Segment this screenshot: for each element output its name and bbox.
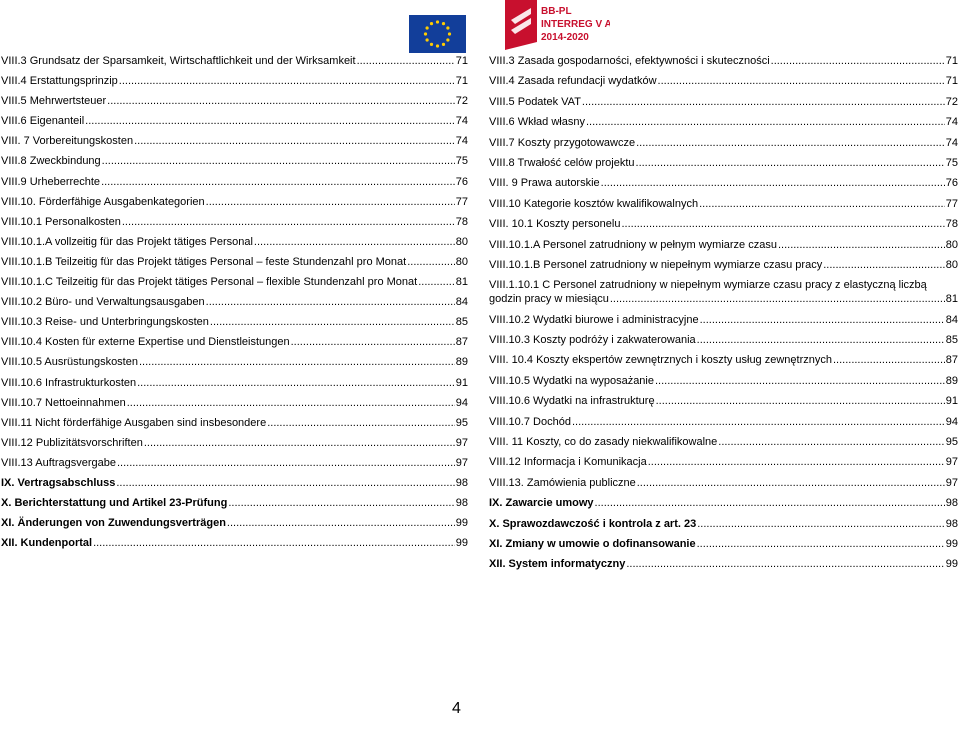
toc-entry-label: VIII.10 Kategorie kosztów kwalifikowalnych (489, 197, 699, 210)
toc-entry-label: IX. Zawarcie umowy (489, 497, 594, 510)
dot-leader (139, 355, 455, 369)
toc-entry-label: VIII.10.3 Koszty podróży i zakwaterowania (489, 334, 696, 347)
toc-entry-label: VIII. 10.1 Koszty personelu (489, 218, 621, 231)
toc-entry-page: 81 (455, 276, 468, 289)
toc-entry[interactable] (1, 355, 468, 369)
dot-leader (697, 537, 945, 551)
toc-entry[interactable] (489, 455, 958, 469)
eu-star-icon (436, 20, 439, 23)
dot-leader (210, 315, 455, 329)
dot-leader (636, 156, 945, 170)
toc-entry[interactable] (489, 496, 958, 510)
dot-leader (134, 134, 455, 148)
toc-entry-label: IX. Vertragsabschluss (1, 476, 116, 489)
toc-entry[interactable] (489, 353, 958, 367)
toc-entry[interactable] (1, 235, 468, 249)
dot-leader (107, 94, 455, 108)
toc-entry[interactable] (489, 415, 958, 429)
toc-entry[interactable] (1, 215, 468, 229)
dot-leader (610, 292, 945, 306)
toc-entry-label-cont: godzin pracy w miesiącu (489, 293, 609, 306)
toc-entry-page: 87 (945, 354, 958, 367)
eu-stars-icon (409, 15, 466, 53)
toc-entry[interactable] (489, 374, 958, 388)
toc-entry[interactable] (489, 74, 958, 88)
toc-entry-page: 71 (455, 75, 468, 88)
toc-entry[interactable] (489, 278, 958, 306)
dot-leader (116, 476, 454, 490)
toc-entry-page: 98 (455, 476, 468, 489)
toc-polish (489, 54, 958, 578)
toc-entry[interactable] (1, 74, 468, 88)
dot-leader (144, 436, 455, 450)
toc-entry-page: 87 (455, 336, 468, 349)
toc-entry[interactable] (489, 394, 958, 408)
toc-entry-page: 98 (945, 497, 958, 510)
dot-leader (697, 517, 945, 531)
toc-entry[interactable] (489, 176, 958, 190)
toc-entry-label: VIII.12 Informacja i Komunikacja (489, 456, 647, 469)
eu-star-icon (426, 26, 429, 29)
toc-entry[interactable] (489, 54, 958, 68)
toc-entry-label: VIII.1.10.1 C Personel zatrudniony w niepełnym wymiarze czasu pracy z elastyczną liczbą (489, 279, 927, 292)
toc-entry-page: 98 (455, 497, 468, 510)
toc-entry[interactable] (489, 517, 958, 531)
toc-entry[interactable] (1, 315, 468, 329)
toc-entry[interactable] (489, 238, 958, 252)
dot-leader (601, 176, 945, 190)
toc-entry[interactable] (1, 255, 468, 269)
toc-entry-label: VIII.4 Zasada refundacji wydatków (489, 75, 657, 88)
toc-entry-page: 77 (455, 195, 468, 208)
toc-entry-label: VIII.10.1 Personalkosten (1, 215, 121, 228)
eu-star-icon (426, 38, 429, 41)
toc-entry[interactable] (1, 195, 468, 209)
toc-entry-label: VIII.12 Publizitätsvorschriften (1, 436, 143, 449)
toc-entry-page: 85 (945, 334, 958, 347)
toc-entry-page: 89 (455, 356, 468, 369)
toc-entry-page: 95 (945, 436, 958, 449)
toc-entry-label: VIII. 9 Prawa autorskie (489, 177, 600, 190)
toc-entry-page: 91 (455, 376, 468, 389)
toc-entry-page: 85 (455, 316, 468, 329)
toc-entry-label: VIII.10.5 Wydatki na wyposażanie (489, 374, 654, 387)
toc-entry-page: 89 (945, 374, 958, 387)
toc-entry-page: 74 (945, 116, 958, 129)
toc-entry-label: VIII.10.4 Kosten für externe Expertise und Dienstleistungen (1, 336, 290, 349)
toc-entry-page: 80 (455, 235, 468, 248)
toc-entry-page: 74 (455, 135, 468, 148)
logo-line3: 2014-2020 (541, 32, 589, 43)
toc-entry[interactable] (489, 197, 958, 211)
toc-entry-page: 97 (945, 476, 958, 489)
page-number: 4 (452, 700, 461, 717)
toc-entry-page: 76 (455, 175, 468, 188)
toc-entry-label: VIII.10.6 Infrastrukturkosten (1, 376, 137, 389)
toc-entry-label: VIII.4 Erstattungsprinzip (1, 75, 118, 88)
toc-entry-page: 78 (945, 218, 958, 231)
eu-star-icon (436, 44, 439, 47)
toc-entry-page: 98 (945, 517, 958, 530)
toc-entry-page: 97 (455, 456, 468, 469)
toc-entry-label: VIII. 10.4 Koszty ekspertów zewnętrznych i koszty usług zewnętrznych (489, 354, 832, 367)
dot-leader (699, 197, 945, 211)
toc-entry-page: 91 (945, 395, 958, 408)
toc-entry-label: VIII.10.5 Ausrüstungskosten (1, 356, 138, 369)
dot-leader (656, 394, 945, 408)
toc-entry-page: 71 (945, 75, 958, 88)
dot-leader (697, 333, 945, 347)
toc-entry-label: VIII.10.1.C Teilzeitig für das Projekt tätiges Personal – flexible Stundenzahl pro Monat (1, 276, 418, 289)
toc-entry-page: 99 (945, 558, 958, 571)
toc-entry[interactable] (1, 436, 468, 450)
dot-leader (267, 416, 455, 430)
eu-star-icon (424, 32, 427, 35)
toc-entry[interactable] (1, 536, 468, 550)
toc-entry[interactable] (1, 476, 468, 490)
logo-line1: BB-PL (541, 6, 572, 17)
toc-entry-label: VIII.8 Trwałość celów projektu (489, 156, 635, 169)
toc-entry-label: VIII.10.1.B Teilzeitig für das Projekt tätiges Personal – feste Stundenzahl pro Monat (1, 255, 407, 268)
dot-leader (93, 536, 455, 550)
toc-entry[interactable] (1, 396, 468, 410)
eu-star-icon (442, 43, 445, 46)
toc-entry[interactable] (489, 435, 958, 449)
toc-entry[interactable] (489, 333, 958, 347)
toc-entry-label: VIII. 7 Vorbereitungskosten (1, 135, 134, 148)
toc-entry-label: VIII.5 Mehrwertsteuer (1, 95, 107, 108)
toc-entry-page: 99 (455, 517, 468, 530)
dot-leader (101, 175, 455, 189)
toc-entry-page: 94 (455, 396, 468, 409)
dot-leader (655, 374, 945, 388)
dot-leader (119, 74, 455, 88)
eu-star-icon (448, 32, 451, 35)
toc-entry-page: 99 (945, 537, 958, 550)
dot-leader (117, 456, 455, 470)
toc-entry-page: 81 (945, 293, 958, 306)
toc-entry-label: VIII.11 Nicht förderfähige Ausgaben sind insbesondere (1, 416, 267, 429)
toc-entry[interactable] (489, 258, 958, 272)
toc-entry-page: 74 (945, 136, 958, 149)
toc-entry-label: VIII.8 Zweckbindung (1, 155, 101, 168)
toc-entry[interactable] (1, 114, 468, 128)
dot-leader (357, 54, 455, 68)
toc-entry-label: VIII. 11 Koszty, co do zasady niekwalifikowalne (489, 436, 718, 449)
eu-flag-logo (409, 15, 466, 53)
toc-entry-label: VIII.10.7 Dochód (489, 415, 571, 428)
dot-leader (291, 335, 455, 349)
toc-entry[interactable] (1, 456, 468, 470)
toc-entry[interactable] (1, 295, 468, 309)
dot-leader (637, 476, 945, 490)
dot-leader (227, 516, 455, 530)
toc-entry-page: 74 (455, 115, 468, 128)
dot-leader (582, 95, 945, 109)
eu-star-icon (446, 38, 449, 41)
toc-entry-label: VIII.6 Wkład własny (489, 116, 585, 129)
dot-leader (206, 195, 455, 209)
eu-star-icon (430, 43, 433, 46)
dot-leader (122, 215, 455, 229)
toc-entry-label: VIII.3 Zasada gospodarności, efektywności i skuteczności (489, 55, 770, 67)
eu-star-icon (446, 26, 449, 29)
toc-entry-page: 80 (455, 255, 468, 268)
toc-entry[interactable] (1, 134, 468, 148)
dot-leader (595, 496, 945, 510)
dot-leader (572, 415, 945, 429)
logo-line2: INTERREG V A (541, 19, 610, 30)
toc-entry-label: XI. Änderungen von Zuwendungsverträgen (1, 517, 226, 530)
toc-entry-label: XII. System informatyczny (489, 558, 626, 571)
dot-leader (206, 295, 455, 309)
toc-entry-page: 97 (945, 456, 958, 469)
dot-leader (833, 353, 945, 367)
toc-entry[interactable] (489, 136, 958, 150)
toc-entry-page: 71 (455, 55, 468, 67)
toc-entry-label: XI. Zmiany w umowie o dofinansowanie (489, 537, 696, 550)
toc-entry[interactable] (1, 335, 468, 349)
toc-entry-label: X. Sprawozdawczość i kontrola z art. 23 (489, 517, 697, 530)
toc-entry[interactable] (489, 217, 958, 231)
toc-entry-label: X. Berichterstattung und Artikel 23-Prüfung (1, 497, 228, 510)
toc-entry[interactable] (1, 154, 468, 168)
toc-entry-page: 76 (945, 177, 958, 190)
toc-entry[interactable] (489, 476, 958, 490)
toc-entry-page: 75 (455, 155, 468, 168)
toc-entry-page: 80 (945, 238, 958, 251)
toc-entry-page: 97 (455, 436, 468, 449)
dot-leader (700, 313, 945, 327)
dot-leader (771, 54, 945, 68)
dot-leader (407, 255, 455, 269)
toc-entry-page: 95 (455, 416, 468, 429)
eu-star-icon (442, 22, 445, 25)
toc-entry-page: 99 (455, 537, 468, 550)
toc-entry-label: VIII.10.3 Reise- und Unterbringungskosten (1, 316, 209, 329)
dot-leader (127, 396, 455, 410)
dot-leader (586, 115, 945, 129)
dot-leader (85, 114, 455, 128)
toc-entry[interactable] (1, 175, 468, 189)
toc-entry[interactable] (489, 557, 958, 571)
toc-entry-label: VIII.10.6 Wydatki na infrastrukturę (489, 395, 655, 408)
dot-leader (137, 376, 455, 390)
toc-entry-page: 78 (455, 215, 468, 228)
toc-entry[interactable] (1, 496, 468, 510)
toc-entry[interactable] (1, 275, 468, 289)
toc-entry-label: VIII.3 Grundsatz der Sparsamkeit, Wirtschaftlichkeit und der Wirksamkeit (1, 55, 356, 67)
toc-entry-label: XII. Kundenportal (1, 537, 93, 550)
toc-entry-label: VIII.10.2 Büro- und Verwaltungsausgaben (1, 296, 205, 309)
toc-entry-page: 80 (945, 258, 958, 271)
toc-entry-page: 75 (945, 156, 958, 169)
toc-entry-label: VIII.10.1.A vollzeitig für das Projekt tätiges Personal (1, 235, 253, 248)
toc-entry-label: VIII.13. Zamówienia publiczne (489, 476, 636, 489)
dot-leader (621, 217, 944, 231)
toc-entry-label: VIII.5 Podatek VAT (489, 95, 581, 108)
eu-star-icon (430, 22, 433, 25)
dot-leader (823, 258, 945, 272)
toc-entry-page: 84 (945, 313, 958, 326)
toc-entry-page: 84 (455, 296, 468, 309)
dot-leader (626, 557, 944, 571)
dot-leader (418, 275, 455, 289)
toc-entry[interactable] (1, 94, 468, 108)
dot-leader (718, 435, 944, 449)
toc-entry[interactable] (1, 416, 468, 430)
toc-entry[interactable] (489, 115, 958, 129)
toc-entry-page: 72 (455, 95, 468, 108)
interreg-logo (505, 0, 610, 50)
toc-entry[interactable] (489, 95, 958, 109)
toc-entry[interactable] (1, 376, 468, 390)
dot-leader (648, 455, 945, 469)
toc-entry-page: 71 (945, 55, 958, 67)
toc-entry-page: 94 (945, 415, 958, 428)
toc-entry[interactable] (489, 537, 958, 551)
dot-leader (254, 235, 455, 249)
toc-entry-label: VIII.10.1.A Personel zatrudniony w pełnym wymiarze czasu (489, 238, 777, 251)
toc-entry-label: VIII.10.2 Wydatki biurowe i administracyjne (489, 313, 699, 326)
toc-entry-label: VIII.9 Urheberrechte (1, 175, 101, 188)
toc-entry-label: VIII.10.1.B Personel zatrudniony w niepełnym wymiarze czasu pracy (489, 258, 823, 271)
toc-entry-page: 77 (945, 197, 958, 210)
dot-leader (102, 154, 455, 168)
toc-entry[interactable] (489, 156, 958, 170)
dot-leader (658, 74, 945, 88)
dot-leader (778, 238, 945, 252)
toc-entry-label: VIII.10. Förderfähige Ausgabenkategorien (1, 195, 205, 208)
dot-leader (636, 136, 945, 150)
toc-entry[interactable] (1, 54, 468, 68)
toc-entry-label: VIII.13 Auftragsvergabe (1, 456, 116, 469)
toc-entry[interactable] (1, 516, 468, 530)
toc-german (1, 54, 468, 556)
toc-entry[interactable] (489, 313, 958, 327)
toc-entry-label: VIII.7 Koszty przygotowawcze (489, 136, 636, 149)
toc-entry-page: 72 (945, 95, 958, 108)
dot-leader (228, 496, 454, 510)
toc-entry-label: VIII.10.7 Nettoeinnahmen (1, 396, 126, 409)
toc-entry-label: VIII.6 Eigenanteil (1, 115, 85, 128)
